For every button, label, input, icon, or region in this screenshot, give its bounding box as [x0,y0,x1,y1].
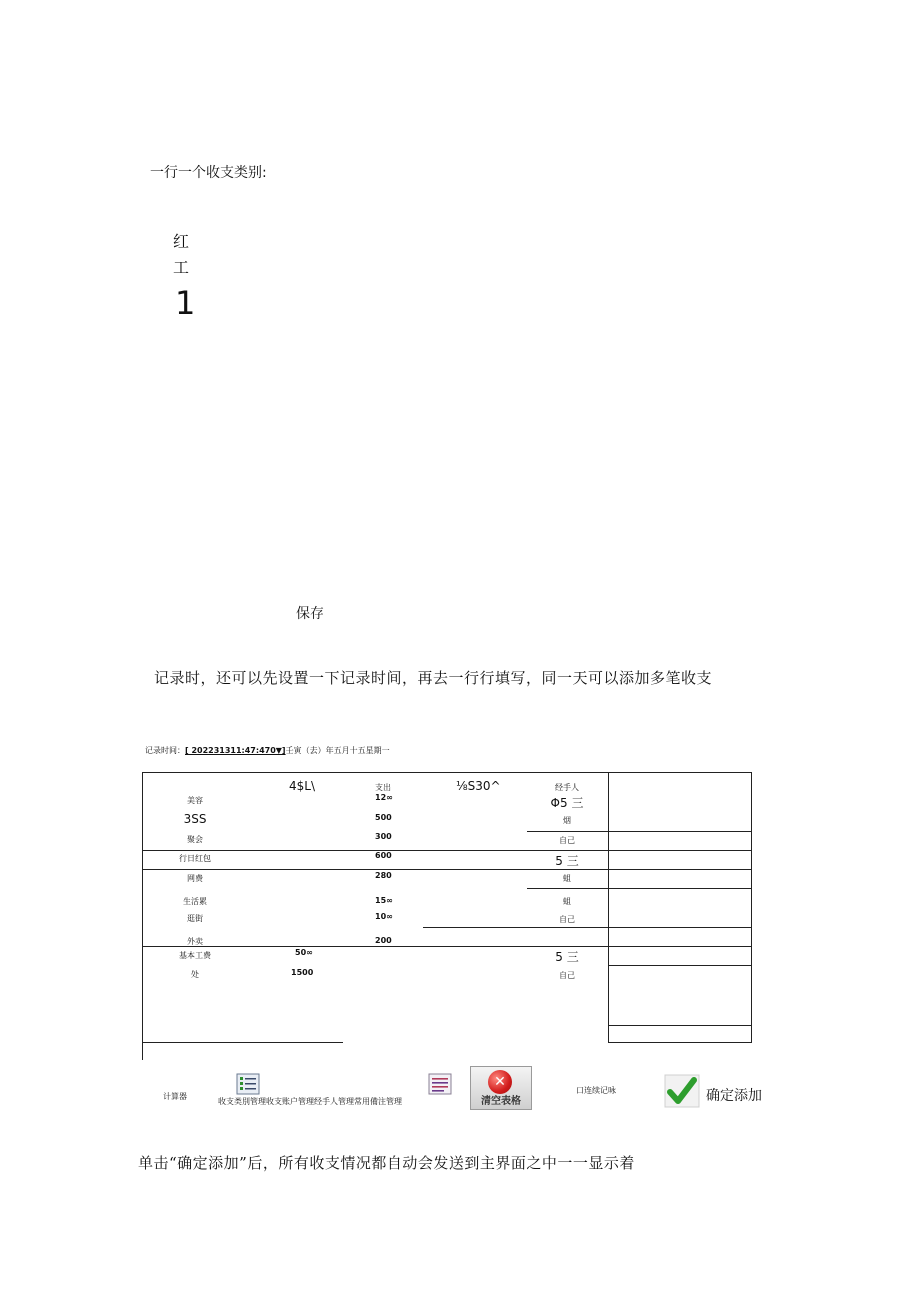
entry-table [142,772,752,1060]
row-amount[interactable]: 500 [375,813,392,822]
example-line-1: 红 [173,232,190,251]
record-time-row [145,745,390,756]
management-menu[interactable]: 收支类別管理收支账户管理经手人管理常用備注管理 [218,1097,402,1106]
calculator-button[interactable]: 计算器 [163,1092,187,1101]
row-amount[interactable]: 300 [375,832,392,841]
row-amount[interactable]: 15∞ [375,896,393,905]
example-line-2: 工 [173,258,190,277]
row-amount[interactable]: 10∞ [375,912,393,921]
toolbar [0,1060,920,1120]
close-icon: ✕ [488,1070,512,1094]
row-amount[interactable]: 200 [375,936,392,945]
row-category[interactable]: 生活累 [183,897,207,906]
row-person[interactable]: 自己 [559,836,575,845]
row-person[interactable]: 蛆 [563,874,571,883]
row-category[interactable]: 行日红包 [179,854,211,863]
confirm-add-button[interactable] [664,1074,762,1108]
row-category[interactable]: 逛街 [187,914,203,923]
save-label[interactable]: 保存 [296,606,324,622]
intro-heading: 一行一个收支类别: [150,165,267,181]
clear-table-label: 清空表格 [481,1096,521,1107]
row-amount[interactable]: 280 [375,871,392,880]
row-amount[interactable]: 1500 [291,968,314,977]
row-person[interactable]: 自己 [559,971,575,980]
row-category[interactable]: 网费 [187,874,203,883]
example-big-number: 1 [175,284,196,322]
row-person[interactable]: 5 三 [555,950,579,964]
row-person[interactable]: 5 三 [555,854,579,868]
row-category[interactable]: 3SS [183,812,207,826]
checkmark-icon [664,1074,700,1108]
row-amount[interactable]: 600 [375,851,392,860]
row-category[interactable]: 外卖 [187,937,203,946]
continuous-record-checkbox[interactable]: 口连续记咏 [576,1086,616,1095]
clear-table-button[interactable] [470,1066,532,1110]
header-col3: ⅛S30^ [456,779,501,793]
row-person[interactable]: 自己 [559,915,575,924]
row-category[interactable]: 美容 [187,796,203,805]
list-icon[interactable] [428,1073,452,1099]
row-category[interactable]: 聚会 [187,835,203,844]
confirm-add-label: 确定添加 [706,1088,762,1104]
row-category[interactable]: 处 [191,970,199,979]
row-person[interactable]: 蛆 [563,897,571,906]
row-person[interactable]: 烟 [563,816,571,825]
header-col1: 4$L\ [289,779,315,793]
record-time-picker[interactable]: [ 202231311:47:470▼] [185,746,286,755]
header-handler: 经手人 [555,783,579,792]
row-amount[interactable]: 50∞ [295,948,313,957]
row-amount[interactable]: 12∞ [375,793,393,802]
result-paragraph: 单击“确定添加”后，所有收支情况都自动会发送到主界面之中一一显示着 [138,1154,635,1172]
record-time-label: 记录时间： [145,746,185,755]
instruction-paragraph: 记录时，还可以先设置一下记录时间，再去一行行填写，同一天可以添加多笔收支 [154,669,713,687]
row-category[interactable]: 基本工费 [179,951,211,960]
row-person[interactable]: Φ5 三 [550,796,584,810]
header-expense: 支出 [375,783,391,792]
record-time-lunar: 壬寅（去）年五月十五星期一 [285,746,390,755]
